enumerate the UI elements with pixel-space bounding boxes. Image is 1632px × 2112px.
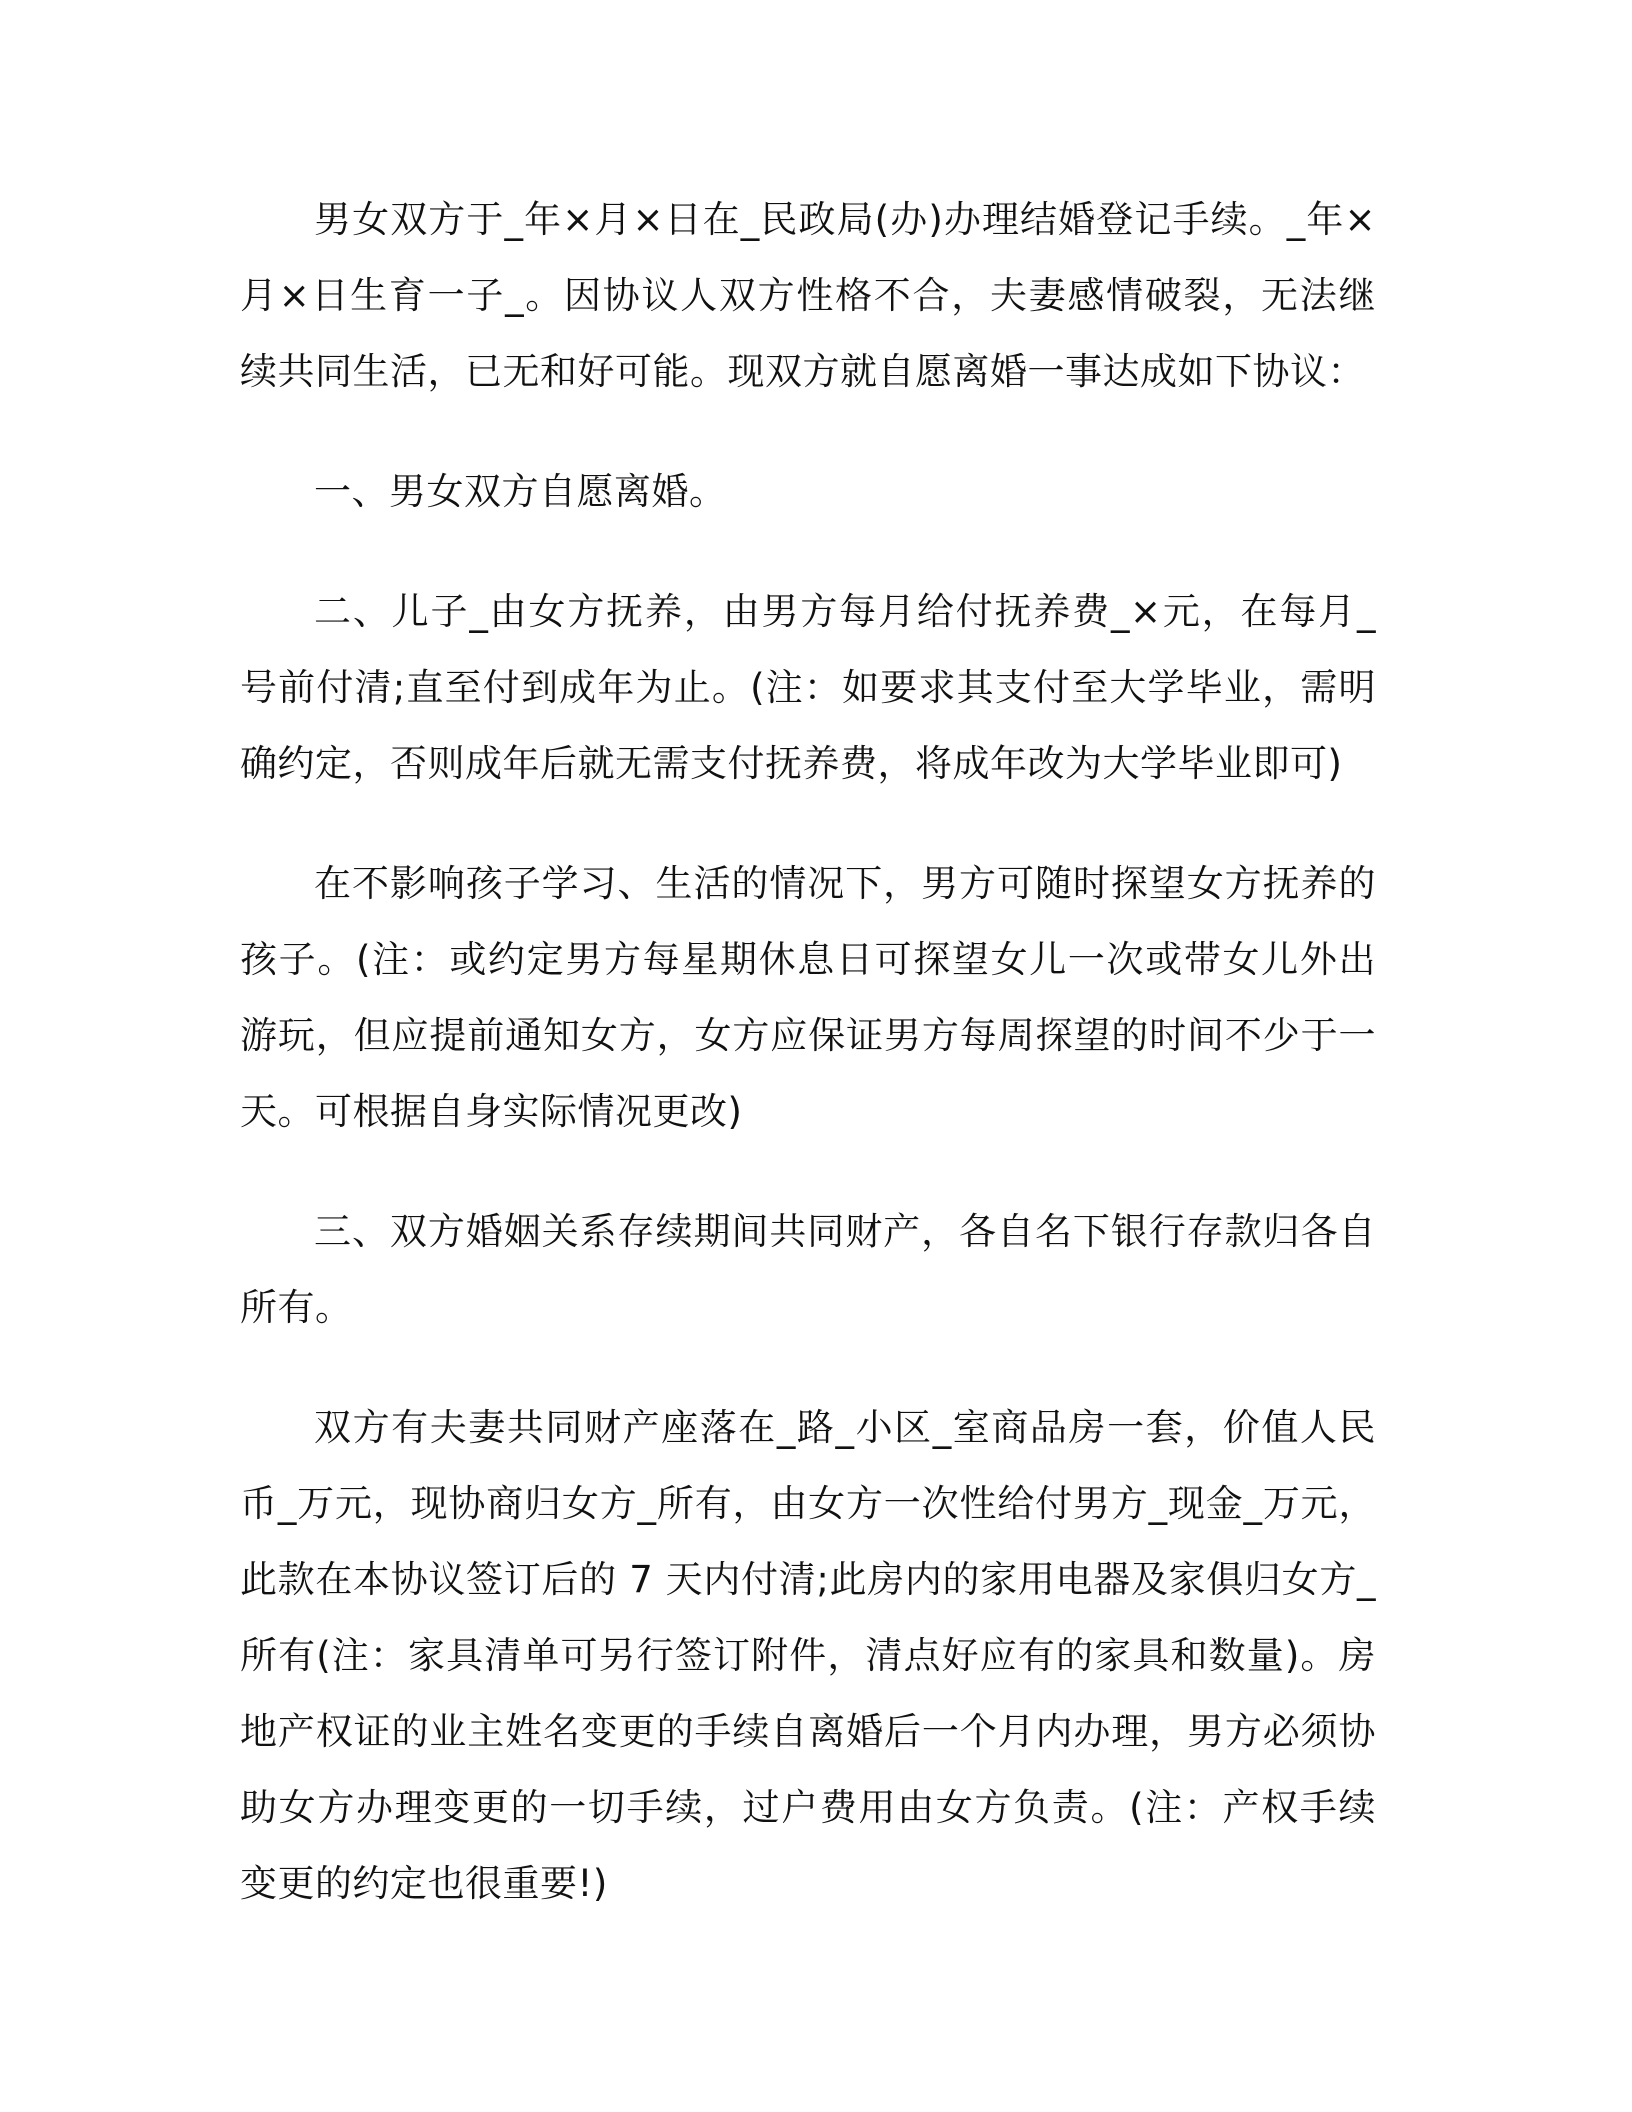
paragraph-shared-house: 双方有夫妻共同财产座落在_路_小区_室商品房一套，价值人民币_万元，现协商归女方_所有，由女方一次性给付男方_现金_万元，此款在本协议签订后的 7 天内付清;此房内的家用电器及家俱归女方_所有(注：家具清单可另行签订附件，清点好应有的家具和数量)。房地产权证的业主姓名变更的手续自离婚后一个月内办理，男方必须协助女方办理变更的一切手续，过户费用由女方负责。(注：产权手续变更的约定也很重要!) — [240, 1406, 1376, 1905]
paragraph-marriage-registration: 男女双方于_年×月×日在_民政局(办)办理结婚登记手续。_年×月×日生育一子_。因协议人双方性格不合，夫妻感情破裂，无法继续共同生活，已无和好可能。现双方就自愿离婚一事达成如下协议： — [240, 198, 1376, 393]
paragraph-visitation: 在不影响孩子学习、生活的情况下，男方可随时探望女方抚养的孩子。(注：或约定男方每星期休息日可探望女儿一次或带女儿外出游玩，但应提前通知女方，女方应保证男方每周探望的时间不少于一天。可根据自身实际情况更改) — [240, 862, 1376, 1133]
paragraph-clause-2-child-support: 二、儿子_由女方抚养，由男方每月给付抚养费_×元，在每月_号前付清;直至付到成年为止。(注：如要求其支付至大学毕业，需明确约定，否则成年后就无需支付抚养费，将成年改为大学毕业即可) — [240, 590, 1376, 785]
document-body — [240, 182, 1376, 1966]
paragraph-clause-1-divorce: 一、男女双方自愿离婚。 — [314, 470, 727, 513]
paragraph-clause-3-property: 三、双方婚姻关系存续期间共同财产，各自名下银行存款归各自所有。 — [240, 1210, 1376, 1329]
